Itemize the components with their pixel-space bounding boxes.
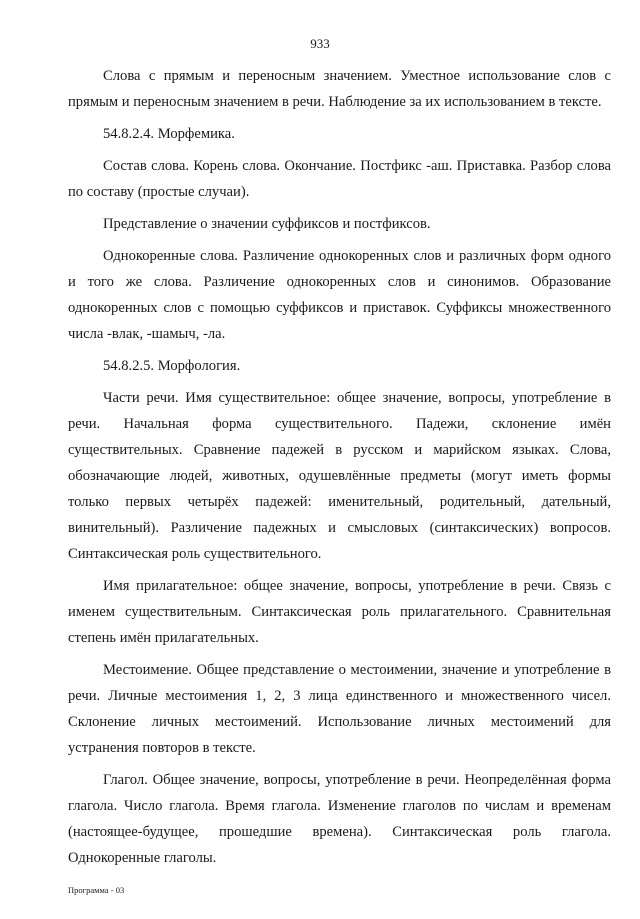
- page-number: 933: [310, 36, 330, 51]
- footer-label: Программа - 03: [68, 885, 125, 895]
- section-heading-morphemics: 54.8.2.4. Морфемика.: [103, 126, 235, 142]
- paragraph-pronoun: Местоимение. Общее представление о местоимении, значение и употребление в речи. Личные местоимения 1, 2, 3 лица единственного и множественного чисел. Склонение личных местоимений. Использование личных местоимений для устранения повторов в тексте.: [68, 662, 611, 756]
- paragraph-verb: Глагол. Общее значение, вопросы, употребление в речи. Неопределённая форма глагола. Число глагола. Время глагола. Изменение глаголов по числам и временам (настоящее-будущее, прошедшие времена). Синтаксическая роль глагола. Однокоренные глаголы.: [68, 772, 611, 866]
- paragraph-cognate-words: Однокоренные слова. Различение однокоренных слов и различных форм одного и того же слова. Различение однокоренных слов и синонимов. Образование однокоренных слов с помощью суффиксов и приставок. Суффиксы множественного числа -влак, -шамыч, -ла.: [68, 248, 611, 342]
- paragraph-suffixes: Представление о значении суффиксов и постфиксов.: [103, 216, 431, 232]
- paragraph-noun: Части речи. Имя существительное: общее значение, вопросы, употребление в речи. Начальная форма существительного. Падежи, склонение имён существительных. Сравнение падежей в русском и марийском языках. Слова, обозначающие людей, животных, одушевлённые предметы (могут иметь формы только первых четырёх падежей: именительный, родительный, дательный, винительный). Различение падежных и смысловых (синтаксических) вопросов. Синтаксическая роль существительного.: [68, 390, 611, 562]
- document-body: [68, 63, 611, 877]
- paragraph-word-meanings: Слова с прямым и переносным значением. Уместное использование слов с прямым и переносным значением в речи. Наблюдение за их использованием в тексте.: [68, 68, 611, 110]
- paragraph-word-structure: Состав слова. Корень слова. Окончание. Постфикс -аш. Приставка. Разбор слова по составу (простые случаи).: [68, 158, 611, 200]
- paragraph-adjective: Имя прилагательное: общее значение, вопросы, употребление в речи. Связь с именем существительным. Синтаксическая роль прилагательного. Сравнительная степень имён прилагательных.: [68, 578, 611, 646]
- section-heading-morphology: 54.8.2.5. Морфология.: [103, 358, 241, 374]
